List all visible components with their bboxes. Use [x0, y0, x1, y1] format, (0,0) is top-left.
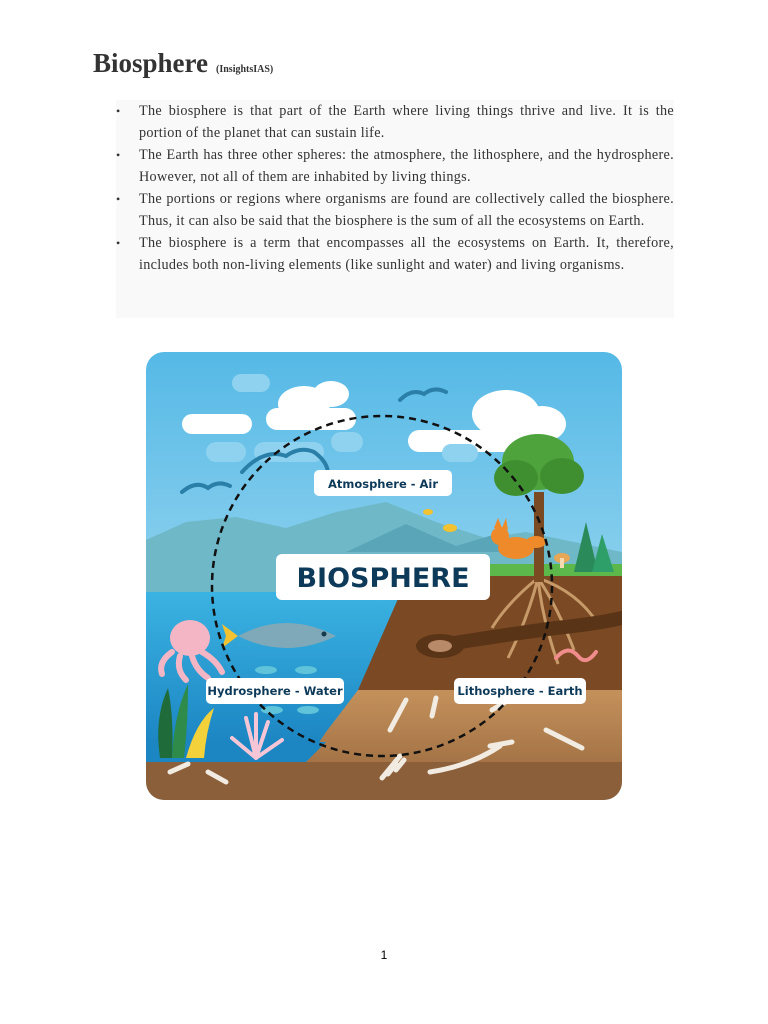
- bullet-item: [116, 232, 674, 276]
- bullet-dot: •: [116, 236, 121, 250]
- bullet-text: The Earth has three other spheres: the atmosphere, the lithosphere, and the hydrosphere. However, not all of them are inhabited by living things.: [139, 147, 674, 185]
- biosphere-illustration: [146, 352, 622, 800]
- bullet-dot: •: [116, 104, 121, 118]
- bullet-dot: •: [116, 148, 121, 162]
- bullet-item: [116, 188, 674, 232]
- lithosphere-label: Lithosphere - Earth: [457, 684, 583, 698]
- bullet-list: [116, 100, 674, 318]
- bullet-text: The biosphere is that part of the Earth where living things thrive and live. It is the portion of the planet that can sustain life.: [139, 103, 674, 141]
- bullet-text: The portions or regions where organisms are found are collectively called the biosphere. Thus, it can also be said that the biosphere is the sum of all the ecosystems on Earth.: [139, 191, 674, 229]
- bullet-item: [116, 144, 674, 188]
- page-number: 1: [380, 948, 388, 962]
- page-heading: [93, 48, 273, 79]
- sea-floor: [146, 762, 622, 800]
- hydrosphere-label: Hydrosphere - Water: [207, 684, 343, 698]
- bullet-text: The biosphere is a term that encompasses all the ecosystems on Earth. It, therefore, includes both non-living elements (like sunlight and water) and living organisms.: [139, 235, 674, 273]
- center-label: BIOSPHERE: [296, 563, 470, 594]
- atmosphere-label: Atmosphere - Air: [327, 477, 439, 491]
- bullet-dot: •: [116, 192, 121, 206]
- page-title: Biosphere: [93, 48, 209, 78]
- source-tag: (InsightsIAS): [216, 64, 274, 75]
- bullet-item: [116, 100, 674, 144]
